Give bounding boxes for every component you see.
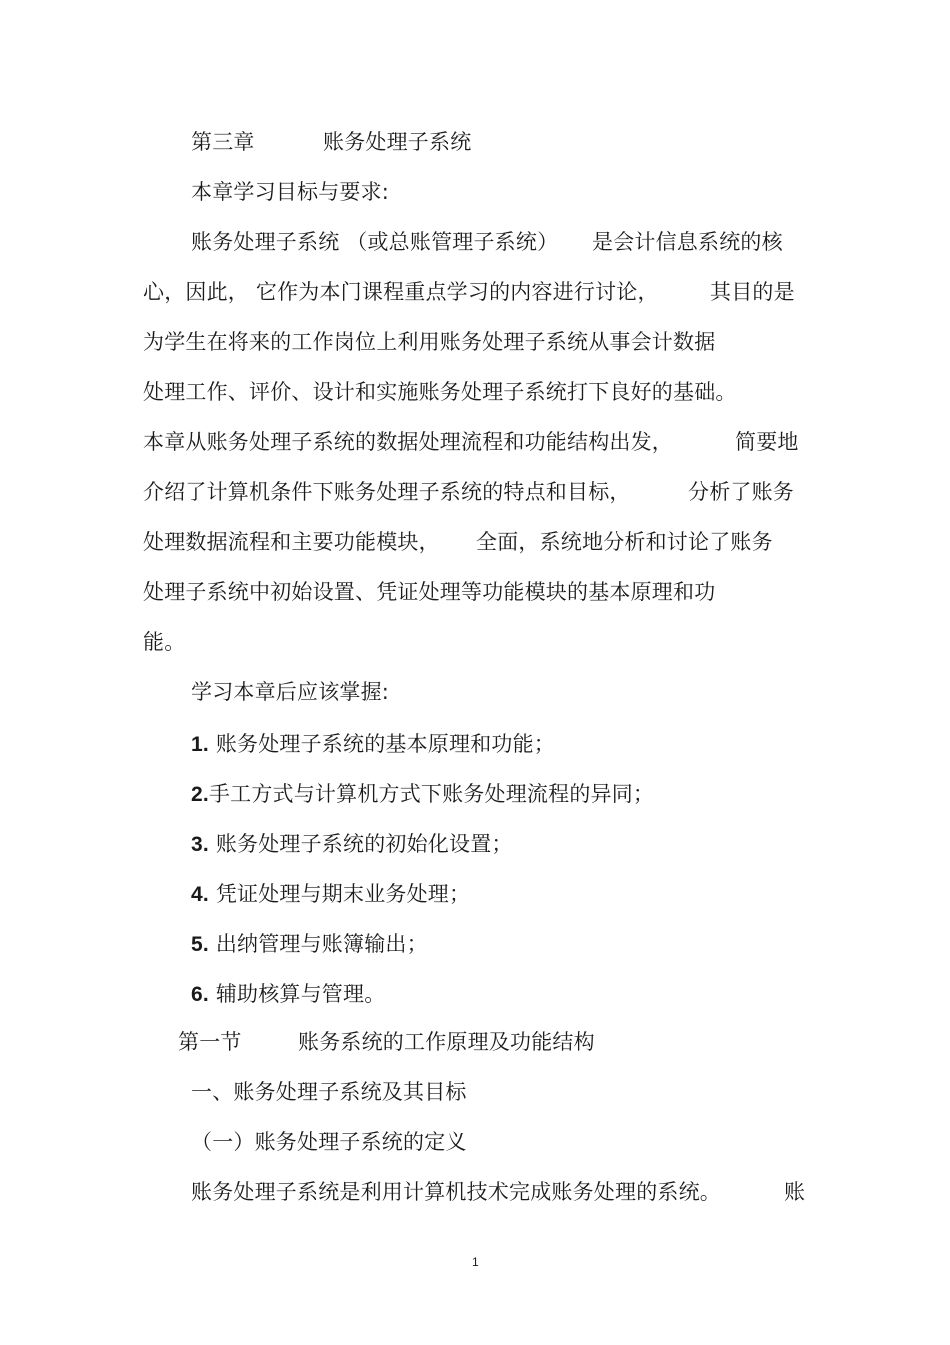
section-title: 账务系统的工作原理及功能结构 [298,1030,595,1054]
summary-line-3b: 全面，系统地分析和讨论了账务 [476,530,773,554]
list-item-number: 2. [191,783,209,806]
list-item [191,730,555,759]
summary-line-2a: 介绍了计算机条件下账务处理子系统的特点和目标， [143,480,631,504]
intro-line-4: 处理工作、评价、设计和实施账务处理子系统打下良好的基础。 [143,380,737,404]
list-item-number: 5. [191,933,209,956]
page-number: 1 [472,1255,479,1269]
chapter-title: 账务处理子系统 [323,130,472,154]
list-item-text: 凭证处理与期末业务处理； [215,882,471,906]
list-item-number: 4. [191,883,209,906]
list-item-number: 6. [191,983,209,1006]
list-item-text: 手工方式与计算机方式下账务处理流程的异同； [208,782,655,806]
subsubsection-heading: （一）账务处理子系统的定义 [191,1130,467,1154]
summary-line-5: 能。 [143,630,186,654]
intro-line-2b: 其目的是 [710,280,795,304]
chapter-label: 第三章 [191,130,255,154]
definition-text-b: 账 [784,1180,806,1204]
master-heading: 学习本章后应该掌握: [191,680,390,704]
intro-line-3: 为学生在将来的工作岗位上利用账务处理子系统从事会计数据 [143,330,716,354]
list-item [191,780,654,809]
summary-line-1b: 简要地 [735,430,799,454]
list-item-number: 1. [191,733,209,756]
list-item-text: 账务处理子系统的初始化设置； [215,832,513,856]
section-label: 第一节 [178,1030,242,1054]
intro-line-1a: 账务处理子系统 （或总账管理子系统） [191,230,559,254]
subsection-heading: 一、账务处理子系统及其目标 [191,1080,467,1104]
list-item-text: 辅助核算与管理。 [215,982,386,1006]
list-item-text: 账务处理子系统的基本原理和功能； [215,732,556,756]
list-item [191,930,428,959]
list-item [191,980,385,1009]
summary-line-1a: 本章从账务处理子系统的数据处理流程和功能结构出发， [143,430,673,454]
intro-line-2a: 心，因此， 它作为本门课程重点学习的内容进行讨论， [143,280,659,304]
summary-line-2b: 分析了账务 [688,480,794,504]
list-item [191,880,470,909]
list-item-number: 3. [191,833,209,856]
summary-line-4: 处理子系统中初始设置、凭证处理等功能模块的基本原理和功 [143,580,716,604]
summary-line-3a: 处理数据流程和主要功能模块， [143,530,440,554]
definition-text-a: 账务处理子系统是利用计算机技术完成账务处理的系统。 [191,1180,721,1204]
objectives-heading: 本章学习目标与要求: [191,180,390,204]
list-item [191,830,513,859]
intro-line-1b: 是会计信息系统的核 [592,230,783,254]
list-item-text: 出纳管理与账簿输出； [215,932,428,956]
